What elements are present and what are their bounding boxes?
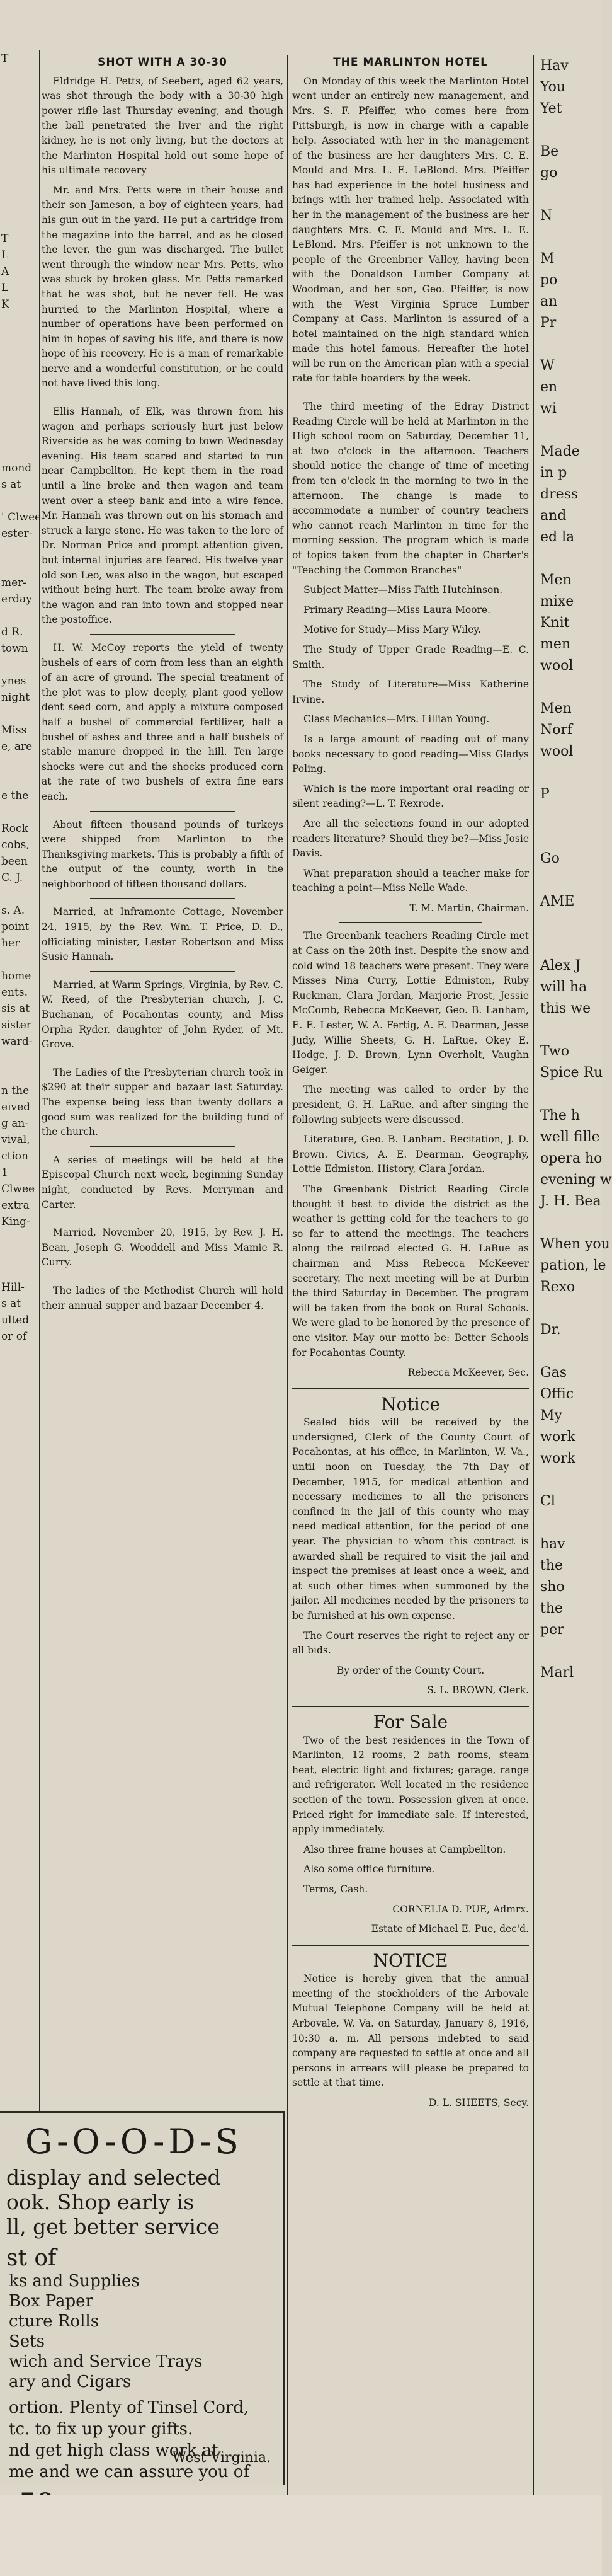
- for-sale-heading: For Sale: [373, 1711, 448, 1732]
- fragment-line: well fille: [540, 1129, 600, 1145]
- fragment-line: g an-: [1, 1117, 29, 1130]
- program-item: Primary Reading—Miss Laura Moore.: [303, 604, 490, 616]
- fragment-line: You: [540, 79, 566, 95]
- ad-list-item: cture Rolls: [9, 2312, 99, 2331]
- fragment-line: ' Clwee: [1, 511, 42, 524]
- fragment-line: extra: [1, 1199, 30, 1212]
- fragment-line: [0, 444, 39, 460]
- fragment-line: the: [540, 1601, 564, 1616]
- notice-heading: NOTICE: [373, 1950, 448, 1971]
- fragment-line: [536, 1512, 602, 1534]
- fragment-line: Be: [540, 144, 559, 159]
- fragment-line: her: [1, 937, 20, 950]
- article-paragraph: Married, November 20, 1915, by Rev. J. H. Bean, Joseph G. Wooddell and Miss Mamie R. Curry.: [42, 1227, 283, 1268]
- fragment-line: point: [1, 921, 30, 933]
- fragment-line: this we: [540, 1001, 591, 1016]
- ad-line: display and selected: [6, 2165, 221, 2190]
- divider: [90, 971, 235, 972]
- fragment-line: work: [540, 1429, 575, 1445]
- fragment-line: [0, 83, 39, 100]
- fragment-line: in p: [540, 465, 567, 481]
- headline-shot-with-30-30: SHOT WITH A 30-30: [98, 56, 227, 69]
- fragment-line: [0, 394, 39, 411]
- fragment-line: [536, 1641, 602, 1662]
- fragment-line: go: [540, 165, 558, 181]
- fragment-line: ynes: [1, 675, 26, 687]
- fragment-line: C. J.: [1, 871, 23, 884]
- fragment-line: will ha: [540, 979, 587, 995]
- fragment-line: mer-: [1, 577, 27, 589]
- ad-list-item: Box Paper: [9, 2292, 93, 2311]
- fragment-line: Marl: [540, 1665, 574, 1681]
- fragment-line: My: [540, 1408, 562, 1423]
- drug-store-advertisement: [0, 2111, 285, 2485]
- fragment-line: po: [540, 272, 558, 288]
- fragment-line: Norf: [540, 722, 573, 738]
- fragment-line: Men: [540, 572, 572, 588]
- fragment-line: [0, 100, 39, 116]
- article-paragraph: The Ladies of the Presbyterian church took in $290 at their supper and bazaar last Saturday. The expense being less than twenty dollars a good sum was realized for the building fund of the church.: [42, 1066, 283, 1138]
- fragment-line: [536, 1212, 602, 1234]
- fragment-line: M: [540, 251, 555, 267]
- fragment-line: L: [1, 249, 9, 262]
- notice-text: Notice is hereby given that the annual meeting of the stockholders of the Arbovale Mutual Telephone Company will be held at Arbovale, W. Va. on Saturday, January 8, 1916, 10:30 a. m. All persons indebted to said company are requested to settle at once and all persons in arrears will please be prepared to settle at that time.: [292, 1973, 529, 2089]
- divider: [292, 1945, 529, 1946]
- fragment-line: [0, 165, 39, 181]
- ad-line: tc. to fix up your gifts.: [9, 2420, 193, 2439]
- fragment-line: [536, 934, 602, 955]
- program-item: Class Mechanics—Mrs. Lillian Young.: [303, 713, 490, 725]
- ad-headline: G-O-O-D-S: [25, 2122, 242, 2161]
- fragment-line: [0, 657, 39, 673]
- fragment-line: Spice Ru: [540, 1065, 603, 1081]
- signature: T. M. Martin, Chairman.: [409, 902, 529, 914]
- fragment-line: [536, 334, 602, 355]
- fragment-line: per: [540, 1622, 564, 1638]
- divider: [292, 1706, 529, 1707]
- fragment-line: cobs,: [1, 839, 30, 851]
- fragment-line: ed la: [540, 529, 575, 545]
- fragment-line: [0, 1263, 39, 1279]
- notice-text: The Court reserves the right to reject any or all bids.: [292, 1630, 529, 1657]
- fragment-line: [0, 1246, 39, 1263]
- fragment-line: home: [1, 970, 31, 982]
- fragment-line: The h: [540, 1108, 581, 1124]
- fragment-line: [0, 1050, 39, 1066]
- news-column-left: [42, 55, 283, 2103]
- fragment-line: evening w: [540, 1172, 612, 1188]
- signature: Rebecca McKeever, Sec.: [407, 1367, 529, 1379]
- fragment-line: work: [540, 1451, 575, 1466]
- fragment-line: [0, 362, 39, 378]
- ad-list-item: wich and Service Trays: [9, 2352, 203, 2371]
- fragment-line: [0, 886, 39, 902]
- fragment-line: [0, 607, 39, 624]
- article-paragraph: The ladies of the Methodist Church will hold their annual supper and bazaar December 4.: [42, 1284, 283, 1311]
- program-item: Is a large amount of reading out of many books necessary to good reading—Miss Gladys Poling.: [292, 733, 529, 775]
- fragment-line: the: [540, 1558, 564, 1573]
- fragment-line: [0, 558, 39, 575]
- notice-text: Two of the best residences in the Town of Marlinton, 12 rooms, 2 bath rooms, steam heat, electric light and fixtures; garage, range and refrigerator. Well located in the residence section of the town. Possession given at once. Priced right for immediate sale. If interested, apply immediately.: [292, 1734, 529, 1836]
- article-paragraph: The Greenbank teachers Reading Circle met at Cass on the 20th inst. Despite the snow and cold wind 18 teachers were present. They were Misses Nina Curry, Lottie Edmiston, Ruby Ruckman, Clara Jordan, Marjorie Prost, Jessie McComb, Rebecca McKeever, Geo. B. Lanham, E. E. Lester, W. A. Fertig, A. E. Dearman, Jesse Judy, Willie Sheets, G. H. LaRue, Okey E. Hodge, J. D. Brown, Lynn Overholt, Vaughn Geiger.: [292, 930, 529, 1076]
- fragment-line: [536, 227, 602, 248]
- fragment-line: s at: [1, 478, 21, 491]
- fragment-line: [0, 952, 39, 968]
- fragment-line: dress: [540, 486, 579, 502]
- fragment-line: AME: [540, 894, 575, 909]
- fragment-line: [0, 345, 39, 362]
- article-paragraph: Ellis Hannah, of Elk, was thrown from his wagon and perhaps seriously hurt just below Riverside as he was coming to town Wednesday evening. His team scared and started to run near Campbellton. He kept them in the road until a line broke and then wagon and team went over a steep bank and into a wire fence. Mr. Hannah was thrown out on his stomach and struck a large stone. He was taken to the lore of Dr. Norman Price and prompt attention given, but internal injuries are feared. His twelve year old son Leo, was also in the wagon, but escaped without being hurt. The team broke away from the wagon and ran into town and stopped near the postoffice.: [42, 406, 283, 626]
- divider: [339, 922, 482, 923]
- fragment-line: mond: [1, 462, 32, 474]
- article-paragraph: Literature, Geo. B. Lanham. Recitation, J. D. Brown. Civics, A. E. Dearman. Geography, Lottie Edmiston. History, Clara Jordan.: [292, 1134, 529, 1175]
- fragment-line: [0, 755, 39, 771]
- fragment-line: [0, 329, 39, 345]
- headline-marlinton-hotel: THE MARLINTON HOTEL: [333, 56, 488, 69]
- fragment-line: T: [1, 52, 9, 65]
- fragment-line: [536, 420, 602, 441]
- fragment-line: [536, 1341, 602, 1362]
- divider: [90, 634, 235, 635]
- fragment-line: P: [540, 786, 550, 802]
- article-paragraph: About fifteen thousand pounds of turkeys were shipped from Marlinton to the Thanksgiving markets. This is probably a fifth of the output of the county, worth in the neighborhood of fifteen thousand dollars.: [42, 819, 283, 890]
- fragment-line: Dr.: [540, 1322, 561, 1338]
- fragment-line: ester-: [1, 527, 33, 540]
- fragment-line: Go: [540, 851, 560, 866]
- fragment-line: been: [1, 855, 28, 868]
- fragment-line: men: [540, 636, 571, 652]
- fragment-line: ward-: [1, 1035, 33, 1048]
- fragment-line: d R.: [1, 626, 23, 638]
- fragment-line: [0, 411, 39, 427]
- fragment-line: W: [540, 358, 555, 374]
- fragment-line: King-: [1, 1216, 30, 1228]
- fragment-line: erday: [1, 593, 32, 606]
- fragment-line: [0, 67, 39, 83]
- fragment-line: an: [540, 294, 558, 309]
- program-item: Are all the selections found in our adopted readers literature? Should they be?—Miss Josie Davis.: [292, 817, 529, 860]
- article-paragraph: The meeting was called to order by the president, G. H. LaRue, and after singing the following subjects were discussed.: [292, 1084, 529, 1125]
- fragment-line: [0, 771, 39, 788]
- notice-text: Also some office furniture.: [303, 1863, 435, 1875]
- ad-line: ook. Shop early is: [6, 2190, 195, 2214]
- fragment-line: eived: [1, 1101, 31, 1113]
- fragment-line: [536, 762, 602, 784]
- fragment-line: sis at: [1, 1003, 30, 1015]
- fragment-line: Rexo: [540, 1279, 575, 1295]
- signature: Estate of Michael E. Pue, dec'd.: [371, 1923, 529, 1935]
- fragment-line: vival,: [1, 1134, 30, 1146]
- signature: S. L. BROWN, Clerk.: [427, 1684, 529, 1696]
- ad-line: ll, get better service: [6, 2214, 220, 2239]
- fragment-line: Pr: [540, 315, 557, 331]
- fragment-line: ulted: [1, 1314, 30, 1326]
- fragment-line: Men: [540, 701, 572, 716]
- fragment-line: [0, 149, 39, 165]
- fragment-line: [0, 1230, 39, 1246]
- fragment-line: Alex J: [540, 958, 581, 974]
- divider: [90, 898, 235, 899]
- fragment-line: [536, 120, 602, 141]
- fragment-line: and: [540, 508, 567, 524]
- fragment-line: Yet: [540, 101, 562, 117]
- fragment-line: [536, 912, 602, 934]
- fragment-line: When you: [540, 1236, 610, 1252]
- fragment-line: Cl: [540, 1493, 555, 1509]
- article-paragraph: Married, at Inframonte Cottage, November 24, 1915, by the Rev. Wm. T. Price, D. D., officiating minister, Lester Robertson and Miss Susie Hannah.: [42, 906, 283, 963]
- article-paragraph: H. W. McCoy reports the yield of twenty bushels of ears of corn from less than an eighth of an acre of ground. The special treatment of the plot was to plow deeply, plant good yellow dent seed corn, and apply a mixture composed half a bushel of commercial fertilizer, half a bushel of ashes and three and a half bushels of stable manure dropped in the hill. Ten large shocks were cut and the shocks produced corn at the rate of two bushels of extra fine ears each.: [42, 641, 283, 802]
- ad-line: me and we can assure you of: [9, 2463, 250, 2481]
- fragment-line: hav: [540, 1536, 565, 1552]
- fragment-line: Knit: [540, 615, 570, 631]
- fragment-line: Rock: [1, 822, 28, 835]
- fragment-line: opera ho: [540, 1151, 603, 1166]
- divider: [292, 1388, 529, 1389]
- ad-list-item: ary and Cigars: [9, 2372, 132, 2391]
- ad-line: st of: [6, 2245, 57, 2271]
- fragment-line: [536, 677, 602, 698]
- fragment-line: [0, 493, 39, 509]
- fragment-line: [536, 548, 602, 570]
- program-item: What preparation should a teacher make for teaching a point—Miss Nelle Wade.: [292, 867, 529, 894]
- left-column-fragment: [0, 50, 40, 2281]
- fragment-line: [536, 184, 602, 205]
- fragment-line: pation, le: [540, 1258, 606, 1274]
- fragment-line: Hill-: [1, 1281, 25, 1294]
- fragment-line: ents.: [1, 986, 28, 999]
- signature: CORNELIA D. PUE, Admrx.: [392, 1903, 529, 1915]
- fragment-line: Miss: [1, 724, 27, 737]
- fragment-line: [0, 804, 39, 820]
- fragment-line: 1: [1, 1166, 8, 1179]
- fragment-line: [0, 198, 39, 214]
- article-paragraph: The third meeting of the Edray District Reading Circle will be held at Marlinton in the High school room on Saturday, December 11, at two o'clock in the afternoon. Teachers should notice the change of time of meeting from ten o'clock in the morning to two in the afternoon. The change is made to accommodate a number of country teachers who cannot reach Marlinton in time for the morning session. The program which is made of topics taken from the chapter in Charter's "Teaching the Common Branches": [292, 401, 529, 576]
- fragment-line: s at: [1, 1297, 21, 1310]
- fragment-line: [0, 542, 39, 558]
- article-paragraph: A series of meetings will be held at the Episcopal Church next week, beginning Sunday night, conducted by Revs. Merryman and Carter.: [42, 1154, 283, 1210]
- ad-list-item: Sets: [9, 2332, 45, 2351]
- fragment-line: or of: [1, 1330, 27, 1343]
- fragment-line: J. H. Bea: [540, 1193, 601, 1209]
- fragment-line: sister: [1, 1019, 31, 1032]
- fragment-line: A: [1, 265, 9, 278]
- program-item: The Study of Literature—Miss Katherine Irvine.: [292, 679, 529, 705]
- fragment-line: Clwee: [1, 1183, 35, 1195]
- fragment-line: L: [1, 282, 9, 294]
- fragment-line: n the: [1, 1084, 30, 1097]
- fragment-line: [0, 378, 39, 394]
- page-margin: [0, 2495, 602, 2576]
- article-paragraph: Eldridge H. Petts, of Seebert, aged 62 years, was shot through the body with a 30-30 high power rifle last Thursday evening, and though the ball penetrated the liver and the right kidney, he is not only living, but the doctors at the Marlinton Hospital hold out some hope of his ultimate recovery: [42, 75, 283, 176]
- fragment-line: K: [1, 298, 9, 311]
- ad-list-item: ks and Supplies: [9, 2272, 140, 2291]
- fragment-line: en: [540, 379, 558, 395]
- fragment-line: [536, 1298, 602, 1320]
- fragment-line: [536, 805, 602, 827]
- article-paragraph: Mr. and Mrs. Petts were in their house and their son Jameson, a boy of eighteen years, had his gun out in the yard. He put a cartridge from the magazine into the barrel, and as he closed the lever, the gun was discharged. The bullet went through the window near Mrs. Petts, who was stuck by broken glass. Mr. Petts remarked that he was shot, but he never fell. He was hurried to the Marlinton Hospital, where a number of operations have been performed on him in hopes of saving his life, and there is now hope of his recovery. He is a man of remarkable nerve and a wonderful constitution, or he could not have lived this long.: [42, 184, 283, 389]
- fragment-line: [0, 132, 39, 149]
- program-item: Subject Matter—Miss Faith Hutchinson.: [303, 584, 503, 596]
- article-paragraph: On Monday of this week the Marlinton Hotel went under an entirely new management, and Mrs. S. F. Pfeiffer, who comes here from Pittsburgh, is now in charge with a capable help. Associated with her in the management of the business are her daughters Mrs. C. E. Mould and Mrs. L. E. LeBlond. Mrs. Pfeiffer has had experience in the hotel business and brings with her trained help. Associated with her in the management of the business are her daughters Mrs. C. E. Mould and Mrs. L. E. LeBlond. Mrs. Pfeiffer is not unknown to the people of the Greenbrier Valley, having been with the Donaldson Lumber Company at Woodman, and her son, Geo. Pfeiffer, is now with the West Virginia Spruce Lumber Company at Cass. Marlinton is assured of a hotel maintained on the high standard which made this hotel famous. Hereafter the hotel will be run on the American plan with a special rate for table boarders by the week.: [292, 75, 529, 384]
- fragment-line: Two: [540, 1044, 569, 1059]
- ad-state: West Virginia.: [172, 2450, 271, 2466]
- program-item: Motive for Study—Miss Mary Wiley.: [303, 624, 481, 636]
- fragment-line: s. A.: [1, 904, 25, 917]
- right-column-fragment: [536, 55, 612, 2570]
- fragment-line: e the: [1, 790, 29, 802]
- fragment-line: ction: [1, 1150, 28, 1163]
- notice-heading: Notice: [381, 1393, 440, 1415]
- fragment-line: [0, 706, 39, 722]
- fragment-line: [0, 427, 39, 444]
- fragment-line: [536, 870, 602, 891]
- fragment-line: mixe: [540, 594, 574, 609]
- fragment-line: [536, 827, 602, 848]
- notice-text: Terms, Cash.: [303, 1883, 368, 1895]
- fragment-line: e, are: [1, 740, 33, 753]
- divider: [90, 1146, 235, 1147]
- notice-text: Also three frame houses at Campbellton.: [303, 1843, 506, 1855]
- fragment-line: wi: [540, 401, 557, 417]
- fragment-line: wool: [540, 658, 574, 674]
- fragment-line: [0, 116, 39, 132]
- signature: D. L. SHEETS, Secy.: [429, 2097, 529, 2109]
- fragment-line: Gas: [540, 1365, 567, 1381]
- fragment-line: night: [1, 691, 30, 704]
- fragment-line: N: [540, 208, 553, 224]
- notice-text: By order of the County Court.: [336, 1664, 485, 1676]
- article-paragraph: The Greenbank District Reading Circle thought it best to divide the district as the weather is getting cold for the teachers to go so far to attend the meetings. The teachers along the railroad elected G. H. LaRue as chairman and Miss Rebecca McKeever secretary. The next meeting will be at Durbin the third Saturday in December. The program will be taken from the book on Rural Schools. We were glad to be honored by the presence of one visitor. May our motto be: Better Schools for Pocahontas County.: [292, 1183, 529, 1359]
- program-item: Which is the more important oral reading or silent reading?—L. T. Rexrode.: [292, 783, 529, 810]
- fragment-line: [0, 313, 39, 329]
- fragment-line: [536, 1084, 602, 1105]
- fragment-line: Offic: [540, 1386, 574, 1402]
- fragment-line: town: [1, 642, 28, 655]
- fragment-line: [0, 181, 39, 198]
- fragment-line: [536, 1020, 602, 1041]
- fragment-line: wool: [540, 744, 574, 759]
- fragment-line: sho: [540, 1579, 565, 1595]
- ad-line: nd get high class work at: [9, 2441, 218, 2460]
- program-item: The Study of Upper Grade Reading—E. C. Smith.: [292, 643, 529, 670]
- divider: [90, 811, 235, 812]
- fragment-line: Hav: [540, 58, 569, 74]
- fragment-line: [536, 1469, 602, 1491]
- ad-line: ortion. Plenty of Tinsel Cord,: [9, 2398, 249, 2417]
- fragment-line: Made: [540, 444, 580, 459]
- notice-text: Sealed bids will be received by the undersigned, Clerk of the County Court of Pocahontas, at his office, in Marlinton, W. Va., until noon on Tuesday, the 7th Day of December, 1915, for medical attention and necessary medicines to all the prisoners confined in the jail of this county who may need medical attention, for the period of one year. The physician to whom this contract is awarded shall be required to visit the jail and inspect the premises at least once a week, and at such other times when summoned by the jailor. All medicines needed by the prisoners to be furnished at his own expense.: [292, 1417, 529, 1621]
- news-column-center: [287, 55, 534, 2570]
- article-paragraph: Married, at Warm Springs, Virginia, by Rev. C. W. Reed, of the Presbyterian church, J. C. Buchanan, of Pocahontas county, and Miss Orpha Ryder, daughter of John Ryder, of Mt. Grove.: [42, 979, 283, 1050]
- fragment-line: [0, 1066, 39, 1083]
- fragment-line: T: [1, 233, 9, 245]
- fragment-line: [0, 214, 39, 231]
